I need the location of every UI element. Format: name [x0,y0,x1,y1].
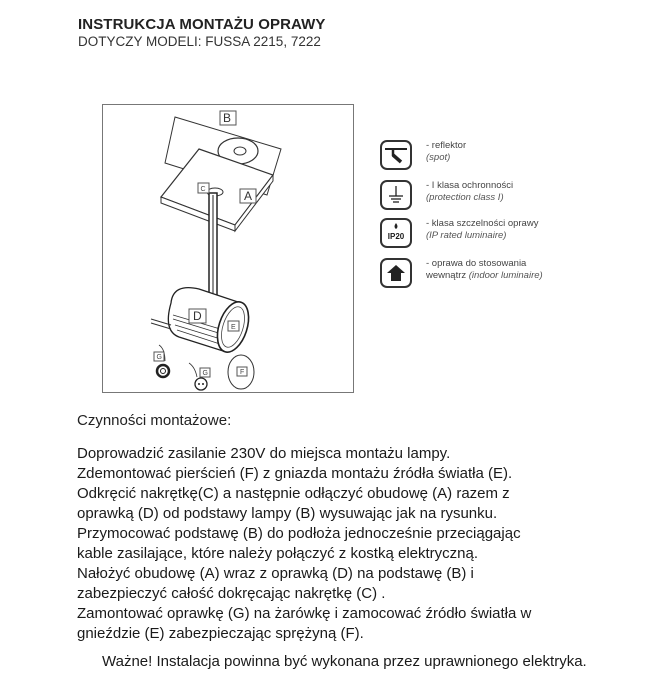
legend-translation: (spot) [426,152,451,163]
instruction-steps [77,444,531,644]
document-subtitle: DOTYCZY MODELI: FUSSA 2215, 7222 [78,34,321,49]
ip20-icon [380,218,412,248]
legend-label-cont: wewnątrz [426,270,467,281]
label-d-text: D [193,309,202,323]
legend-translation: (IP rated luminaire) [426,230,507,241]
exploded-view-drawing [103,105,355,394]
instruction-line: oprawką (D) od podstawy lampy (B) wysuwając jak na rysunku. [77,505,498,522]
label-a [240,189,256,203]
instruction-line: Zdemontować pierścień (F) z gniazda montażu źródła światła (E). [77,465,513,482]
legend-translation: (protection class I) [426,192,504,203]
instruction-line: kable zasilające, które należy połączyć z kostką elektryczną. [77,545,479,562]
label-e [228,321,239,331]
instruction-line: gnieździe (E) zabezpieczając sprężyną (F). [77,625,364,642]
document-title: INSTRUKCJA MONTAŻU OPRAWY [78,16,326,33]
label-c [198,183,209,193]
legend-label: - klasa szczelności oprawy [426,218,539,229]
label-g1-text: G [156,354,162,361]
indoor-house-icon [380,258,412,288]
label-f [237,367,247,376]
warning-note: Ważne! Instalacja powinna być wykonana przez uprawnionego elektryka. [102,653,587,670]
label-b [220,111,236,125]
label-g1 [154,352,164,361]
label-g2-text: G [202,370,208,377]
label-f-text: F [240,369,245,376]
label-b-text: B [223,111,232,125]
label-e-text: E [231,324,236,331]
legend-label: - oprawa do stosowania [426,258,527,269]
instruction-line: zabezpieczyć całość dokręcając nakrętkę (C) . [77,585,386,602]
instruction-line: Nałożyć obudowę (A) wraz z oprawką (D) na podstawę (B) i [77,565,474,582]
instruction-line: Zamontować oprawkę (G) na żarówkę i zamocować źródło światła w [77,605,532,622]
ground-protection-icon [380,180,412,210]
label-g2 [200,368,210,377]
instruction-line: Odkręcić nakrętkę(C) a następnie odłączyć obudowę (A) razem z [77,485,510,502]
ip20-text: IP20 [387,232,405,241]
assembly-diagram [102,104,354,393]
legend-label: - reflektor [426,140,467,151]
instructions-title: Czynności montażowe: [77,412,232,429]
label-a-text: A [244,189,253,203]
spot-reflector-icon [380,140,412,170]
instruction-line: Przymocować podstawę (B) do podłoża jednocześnie przeciągając [77,525,521,542]
label-d [189,309,206,323]
legend-translation: (indoor luminaire) [468,270,543,281]
instruction-line: Doprowadzić zasilanie 230V do miejsca montażu lampy. [77,445,451,462]
label-c-text: C [200,186,206,193]
legend-label: - I klasa ochronności [426,180,514,191]
